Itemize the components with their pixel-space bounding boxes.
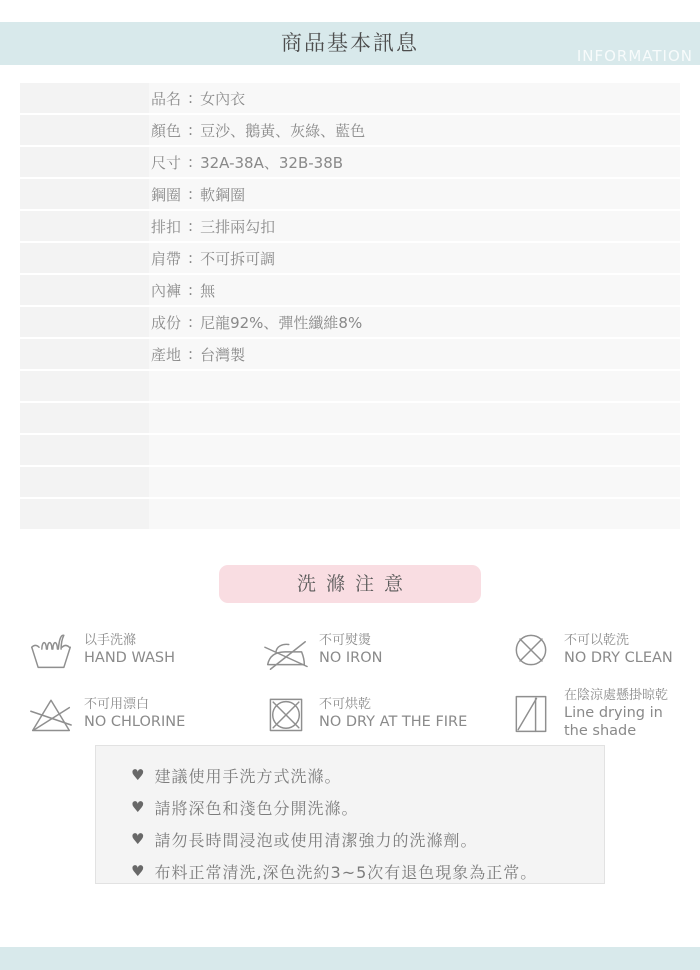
row-spacer-cell (20, 83, 149, 113)
row-spacer-cell (20, 499, 149, 529)
notice-text: 布料正常清洗,深色洗約3~5次有退色現象為正常。 (154, 862, 538, 882)
header-watermark-text: INFORMATION (576, 47, 693, 65)
care-label-zh: 不可以乾洗 (564, 632, 630, 648)
spec-label: 顏色 (151, 121, 182, 140)
spec-separator: : (188, 249, 194, 267)
row-spacer-cell (20, 339, 149, 369)
spec-value: 尼龍92%、彈性纖維8% (200, 313, 363, 332)
table-row (20, 275, 680, 305)
no-dry-clean-icon (508, 628, 554, 672)
row-spacer-cell (20, 403, 149, 433)
row-spacer-cell (20, 467, 149, 497)
no-iron-icon (263, 628, 309, 672)
care-label-en: NO DRY AT THE FIRE (319, 714, 468, 731)
table-row (20, 147, 680, 177)
no-chlorine-icon (28, 692, 74, 736)
row-spacer-cell (20, 179, 149, 209)
table-row (20, 339, 680, 369)
spec-separator: : (188, 313, 194, 331)
spec-value: 不可拆可調 (200, 249, 276, 268)
notice-text: 請勿長時間浸泡或使用清潔強力的洗滌劑。 (154, 830, 478, 850)
table-empty-row (20, 403, 680, 433)
care-label-en: NO CHLORINE (84, 714, 186, 731)
spec-value: 三排兩勾扣 (200, 217, 276, 236)
product-spec-table (20, 83, 680, 531)
care-item-hand-wash (28, 628, 263, 672)
notice-text: 建議使用手洗方式洗滌。 (154, 766, 342, 786)
table-row (20, 211, 680, 241)
notice-item (131, 791, 604, 823)
spec-value: 軟鋼圈 (200, 185, 246, 204)
spec-separator: : (188, 121, 194, 139)
spec-separator: : (188, 185, 194, 203)
care-label-zh: 不可用漂白 (84, 697, 150, 713)
care-label-zh: 以手洗滌 (84, 632, 137, 648)
spec-separator: : (188, 89, 194, 107)
wash-notice-box (95, 745, 605, 884)
care-label-zh: 在陰涼處懸掛晾乾 (564, 688, 669, 703)
row-spacer-cell (20, 371, 149, 401)
table-row (20, 115, 680, 145)
spec-value: 32A-38A、32B-38B (200, 153, 344, 172)
table-row (20, 307, 680, 337)
heart-icon: ♥ (131, 798, 145, 816)
spec-separator: : (188, 153, 194, 171)
row-spacer-cell (20, 211, 149, 241)
care-label-en: HAND WASH (84, 650, 176, 667)
spec-label: 產地 (151, 345, 182, 364)
table-empty-row (20, 371, 680, 401)
spec-label: 品名 (151, 89, 182, 108)
care-item-no-dry-clean (508, 628, 688, 672)
table-empty-row (20, 435, 680, 465)
care-item-line-dry-shade (508, 688, 688, 741)
spec-label: 鋼圈 (151, 185, 182, 204)
table-row (20, 83, 680, 113)
care-item-no-chlorine (28, 688, 263, 741)
page-title: 商品基本訊息 (281, 31, 419, 55)
spec-label: 內褲 (151, 281, 182, 300)
spec-value: 豆沙、鵝黃、灰綠、藍色 (200, 121, 366, 140)
care-symbols-grid (28, 628, 688, 741)
table-empty-row (20, 467, 680, 497)
row-spacer-cell (20, 147, 149, 177)
row-spacer-cell (20, 115, 149, 145)
spec-separator: : (188, 345, 194, 363)
spec-separator: : (188, 217, 194, 235)
heart-icon: ♥ (131, 862, 145, 880)
row-spacer-cell (20, 307, 149, 337)
info-header-bar (0, 22, 700, 65)
table-row (20, 179, 680, 209)
care-item-no-tumble-dry (263, 688, 508, 741)
spec-label: 尺寸 (151, 153, 182, 172)
care-label-zh: 不可烘乾 (319, 697, 372, 713)
spec-label: 成份 (151, 313, 182, 332)
notice-item (131, 759, 604, 791)
care-label-en: NO DRY CLEAN (564, 650, 673, 667)
heart-icon: ♥ (131, 830, 145, 848)
table-empty-row (20, 499, 680, 529)
table-row (20, 243, 680, 273)
care-item-no-iron (263, 628, 508, 672)
no-tumble-dry-icon (263, 692, 309, 736)
hand-wash-icon (28, 628, 74, 672)
spec-value: 女內衣 (200, 89, 246, 108)
line-dry-shade-icon (508, 692, 554, 736)
heart-icon: ♥ (131, 766, 145, 784)
care-label-en: Line drying in the shade (564, 705, 663, 740)
wash-notice-title: 洗滌注意 (219, 565, 481, 603)
spec-label: 排扣 (151, 217, 182, 236)
care-label-zh: 不可熨燙 (319, 632, 372, 648)
spec-separator: : (188, 281, 194, 299)
row-spacer-cell (20, 243, 149, 273)
care-label-en: NO IRON (319, 650, 383, 667)
footer-bar (0, 947, 700, 970)
spec-label: 肩帶 (151, 249, 182, 268)
spec-value: 台灣製 (200, 345, 246, 364)
notice-text: 請將深色和淺色分開洗滌。 (154, 798, 359, 818)
row-spacer-cell (20, 435, 149, 465)
spec-value: 無 (200, 281, 216, 300)
notice-item (131, 823, 604, 855)
notice-item (131, 855, 604, 887)
row-spacer-cell (20, 275, 149, 305)
